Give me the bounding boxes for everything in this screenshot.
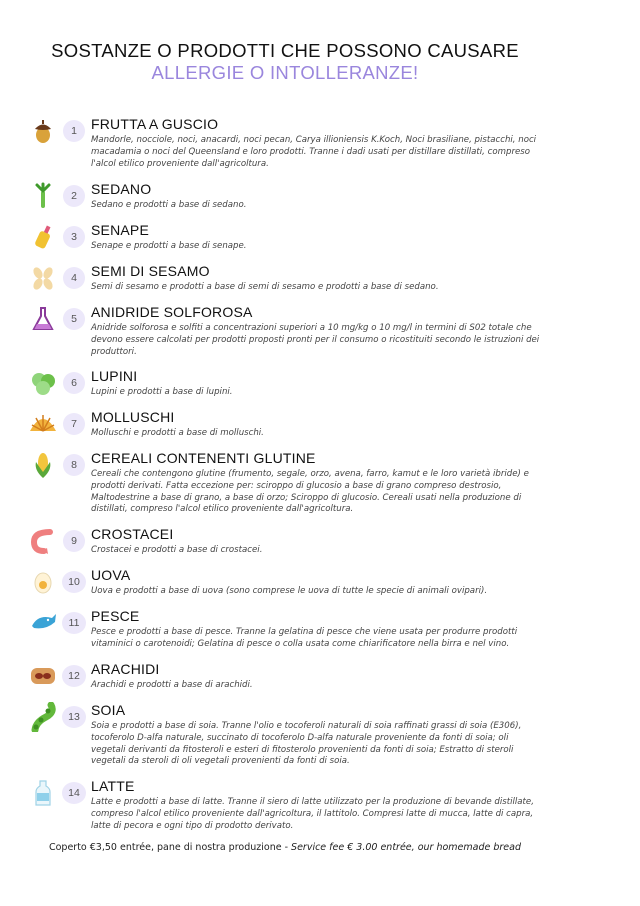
allergen-description: Pesce e prodotti a base di pesce. Tranne la gelatina di pesce che viene usata per produrre prodotti vitaminici o carotenoidi; Gelatina di pesce o colla usata come chiarificatore nella birra e nel vino. bbox=[91, 627, 518, 649]
allergen-description: Cereali che contengono glutine (frumento, segale, orzo, avena, farro, kamut e le loro varietà ibride) e prodotti derivati. Fatta eccezione per: sciroppo di glucosio a base di grano compreso destrosio, Maltodestrine a base di grano, a base di orzo; Sciroppo di glucosio. Cereali usati nella produzione di distillati, compreso l'alcol etilico proveniente dall'agricoltura. bbox=[91, 469, 529, 515]
allergen-name: CEREALI CONTENENTI GLUTINE bbox=[91, 450, 316, 466]
mustard-bottle-icon bbox=[28, 222, 58, 252]
fish-icon bbox=[28, 608, 58, 638]
allergen-number-badge: 3 bbox=[63, 226, 85, 248]
acorn-icon bbox=[28, 116, 58, 146]
allergen-name: MOLLUSCHI bbox=[91, 409, 175, 425]
lupin-icon bbox=[28, 368, 58, 398]
footer-note bbox=[0, 842, 570, 853]
allergen-number-badge: 4 bbox=[63, 267, 85, 289]
allergen-name: SENAPE bbox=[91, 222, 149, 238]
allergen-number-badge: 2 bbox=[63, 185, 85, 207]
allergen-number-badge: 6 bbox=[63, 372, 85, 394]
allergen-description: Mandorle, nocciole, noci, anacardi, noci pecan, Carya illioniensis K.Koch, Noci brasiliane, pistacchi, noci macadamia o noci del Queensland e loro prodotti. Tranne i dadi usati per distillare distillati, compreso l'alcol etilico proveniente dall'agricoltura. bbox=[91, 135, 537, 169]
allergen-description: Anidride solforosa e solfiti a concentrazioni superiori a 10 mg/kg o 10 mg/l in termini di S02 totale che devono essere calcolati per prodotti proposti pronti per il consumo o ricostituiti secondo le istruzioni dei produttori. bbox=[91, 323, 540, 357]
allergen-name: CROSTACEI bbox=[91, 526, 174, 542]
allergen-name: ARACHIDI bbox=[91, 661, 160, 677]
milk-bottle-icon bbox=[28, 778, 58, 808]
allergen-description: Soia e prodotti a base di soia. Tranne l'olio e tocoferoli naturali di soia raffinati grassi di soia (E306), tocoferolo D-alfa naturale, succinato di tocoferolo D-alfa naturale proveniente da fonti di soia; oli vegetali derivanti da fitosteroli e esteri di fitosterolo provenienti da fonti di soia; Estratto di steroli vegetali da steroli di oli vegetali provenienti da fonti di soia. bbox=[91, 721, 522, 767]
allergen-number-badge: 1 bbox=[63, 120, 85, 142]
allergen-number-badge: 8 bbox=[63, 454, 85, 476]
flask-icon bbox=[28, 304, 58, 334]
allergen-description: Lupini e prodotti a base di lupini. bbox=[91, 387, 233, 397]
allergen-name: UOVA bbox=[91, 567, 131, 583]
sesame-seeds-icon bbox=[28, 263, 58, 293]
allergen-name: LUPINI bbox=[91, 368, 138, 384]
allergen-number-badge: 11 bbox=[62, 612, 86, 634]
shell-icon bbox=[28, 409, 58, 439]
footer-english-text: Service fee € 3.00 entrée, our homemade bread bbox=[291, 842, 521, 853]
corn-icon bbox=[28, 450, 58, 480]
allergen-number-badge: 13 bbox=[62, 706, 86, 728]
allergen-number-badge: 14 bbox=[62, 782, 86, 804]
allergen-number-badge: 7 bbox=[63, 413, 85, 435]
allergen-description: Molluschi e prodotti a base di molluschi. bbox=[91, 428, 264, 438]
footer-italian-text: Coperto €3,50 entrée, pane di nostra produzione - bbox=[48, 842, 292, 853]
page-subtitle: ALLERGIE O INTOLLERANZE! bbox=[151, 62, 419, 83]
soy-icon bbox=[28, 702, 58, 732]
shrimp-icon bbox=[28, 526, 58, 556]
allergen-description: Senape e prodotti a base di senape. bbox=[91, 241, 247, 251]
allergen-number-badge: 9 bbox=[63, 530, 85, 552]
allergen-number-badge: 5 bbox=[63, 308, 85, 330]
allergen-number-badge: 10 bbox=[62, 571, 86, 593]
allergen-name: SEDANO bbox=[91, 181, 152, 197]
allergen-description: Sedano e prodotti a base di sedano. bbox=[91, 200, 247, 210]
page-title: SOSTANZE O PRODOTTI CHE POSSONO CAUSARE bbox=[51, 40, 519, 61]
allergen-description: Crostacei e prodotti a base di crostacei. bbox=[91, 545, 263, 555]
allergen-name: ANIDRIDE SOLFOROSA bbox=[91, 304, 253, 320]
allergen-name: SEMI DI SESAMO bbox=[91, 263, 210, 279]
allergen-name: PESCE bbox=[91, 608, 140, 624]
peanut-icon bbox=[28, 661, 58, 691]
allergen-name: FRUTTA A GUSCIO bbox=[91, 116, 219, 132]
allergen-name: LATTE bbox=[91, 778, 135, 794]
allergen-number-badge: 12 bbox=[62, 665, 86, 687]
allergen-description: Uova e prodotti a base di uova (sono comprese le uova di tutte le specie di animali ovipari). bbox=[91, 586, 488, 596]
allergen-description: Arachidi e prodotti a base di arachidi. bbox=[91, 680, 253, 690]
allergen-description: Latte e prodotti a base di latte. Tranne il siero di latte utilizzato per la produzione di bevande distillate, compreso l'alcol etilico proveniente dall'agricoltura, il lattitolo. Compresi latte di mucca, latte di capra, latte di pecora e ogni tipo di prodotto derivato. bbox=[91, 797, 534, 831]
egg-icon bbox=[28, 567, 58, 597]
celery-icon bbox=[28, 181, 58, 211]
allergen-description: Semi di sesamo e prodotti a base di semi di sesamo e prodotti a base di sedano. bbox=[91, 282, 439, 292]
allergen-name: SOIA bbox=[91, 702, 126, 718]
